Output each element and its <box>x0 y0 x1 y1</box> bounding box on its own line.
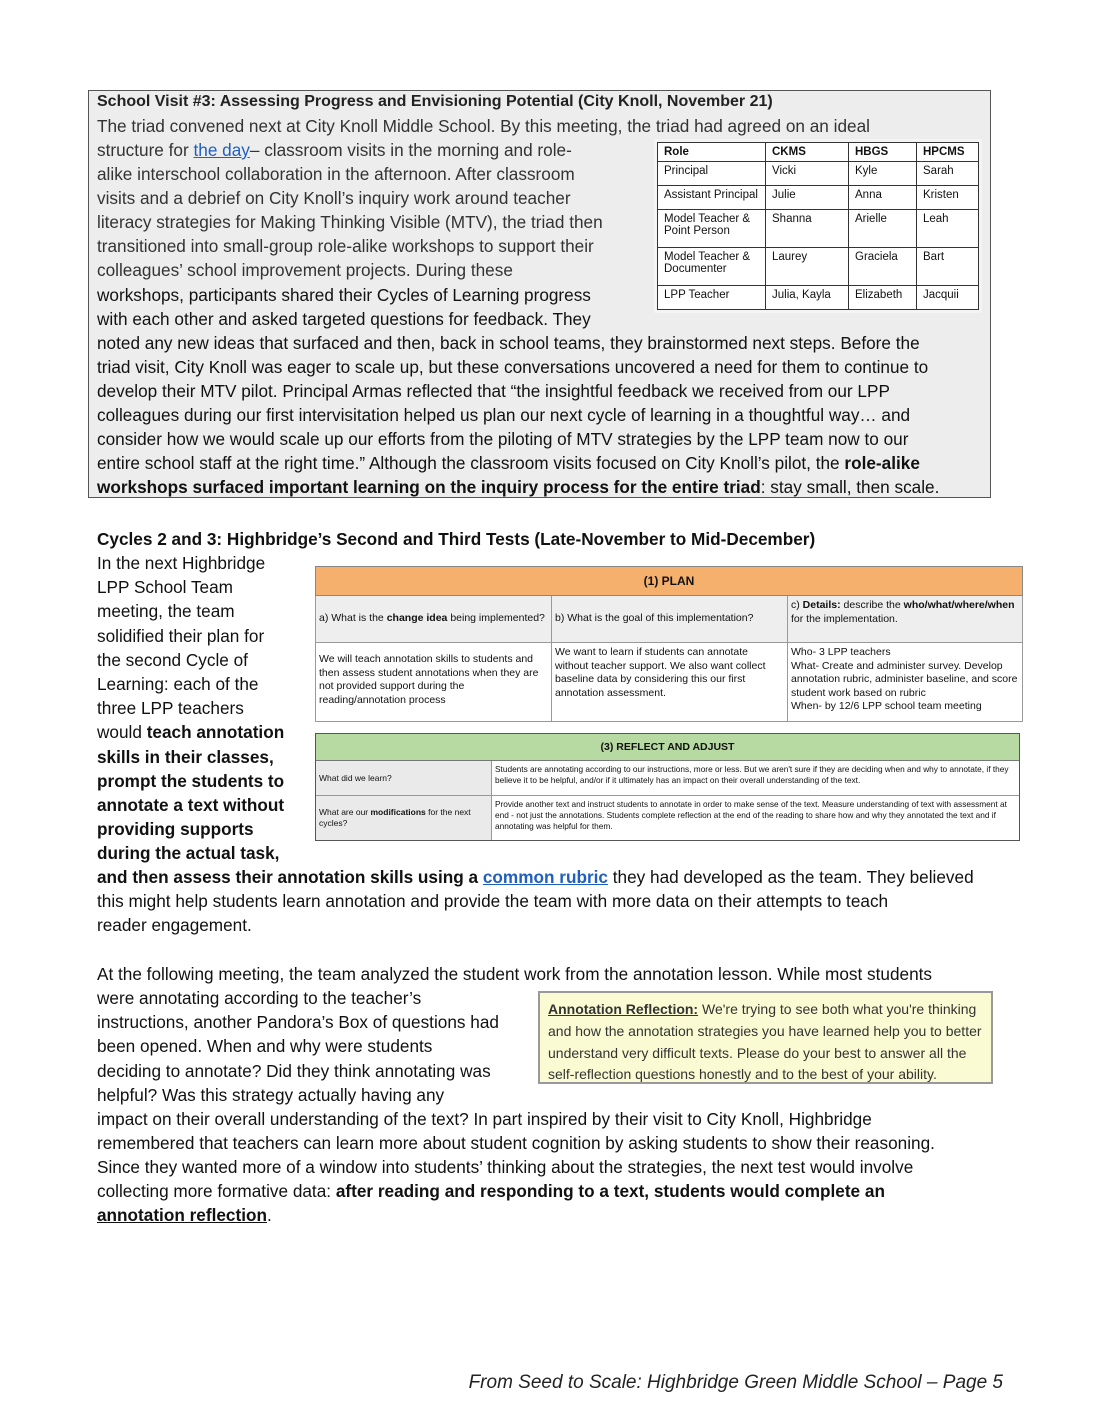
cycles-line: Learning: each of the <box>97 674 259 695</box>
visit-line: literacy strategies for Making Thinking Visible (MTV), the triad then <box>97 212 603 232</box>
following-left-column <box>97 986 537 1107</box>
following-text: . <box>266 1205 272 1225</box>
cycles-line <box>97 720 307 744</box>
plan-answer-c <box>788 643 1022 721</box>
cycles-line: LPP School Team <box>97 577 233 598</box>
visit-line: alike interschool collaboration in the afternoon. After classroom <box>97 164 575 184</box>
cycles-text: they had developed as the team. They believed <box>607 867 974 887</box>
plan-bold-text: change idea <box>386 612 448 625</box>
cycles-line: solidified their plan for <box>97 625 265 646</box>
table-cell: Graciela <box>849 248 917 286</box>
visit-text: structure for <box>97 140 194 160</box>
table-cell: Arielle <box>849 210 917 248</box>
cycles-heading: Cycles 2 and 3: Highbridge’s Second and Third Tests (Late-November to Mid-December) <box>97 529 816 549</box>
cycles-bold-line: annotate a text without <box>97 795 285 816</box>
visit-line: workshops, participants shared their Cycles of Learning progress <box>97 285 591 305</box>
following-line: helpful? Was this strategy actually having any <box>97 1084 445 1105</box>
cycles-bold-text: and then assess their annotation skills using a <box>97 867 483 887</box>
visit-line: The triad convened next at City Knoll Middle School. By this meeting, the triad had agreed on an ideal <box>97 116 870 136</box>
visit-line: visits and a debrief on City Knoll’s inquiry work around teacher <box>97 188 571 208</box>
table-cell: LPP Teacher <box>658 286 766 310</box>
visit-line <box>97 140 572 161</box>
plan-answer-row <box>315 643 1023 722</box>
cycles-line: this might help students learn annotation and provide the team with more data on their attempts to teach <box>97 891 889 911</box>
table-header-row <box>658 143 979 162</box>
plan-bold-text: who/what/where/when <box>903 599 1015 611</box>
visit-text: entire school staff at the right time.” Although the classroom visits focused on City Knoll’s pilot, the <box>97 453 845 473</box>
following-line <box>97 1179 885 1203</box>
annotation-title: Annotation Reflection: <box>548 1001 699 1017</box>
table-cell: Laurey <box>766 248 849 286</box>
visit-text: : stay small, then scale. <box>760 477 940 497</box>
visit-line: consider how we would scale up our efforts from the piloting of MTV strategies by the LPP team now to our <box>97 429 909 449</box>
table-row <box>658 186 979 210</box>
following-line: deciding to annotate? Did they think annotating was <box>97 1060 491 1081</box>
cycles-continuation <box>97 865 974 889</box>
visit-line: transitioned into small-group role-alike workshops to support their <box>97 236 594 256</box>
table-cell: Sarah <box>917 162 979 186</box>
table-row <box>658 210 979 248</box>
visit-line: with each other and asked targeted questions for feedback. They <box>97 309 591 329</box>
following-line: remembered that teachers can learn more about student cognition by asking students to show their reasoning. <box>97 1133 935 1153</box>
plan-bold-text: Details: <box>802 599 841 611</box>
visit-text: – classroom visits in the morning and role- <box>249 140 572 160</box>
plan-text: What- Create and administer survey. Develop annotation rubric, administer baseline, and score student work based on rubric <box>791 659 1018 699</box>
visit-line: triad visit, City Knoll was eager to scale up, but these conversations uncovered a need for them to continue to <box>97 357 929 377</box>
cycles-line: the second Cycle of <box>97 649 248 670</box>
reflect-bold-text: modifications <box>370 807 426 817</box>
plan-question-row <box>315 596 1023 643</box>
cycles-bold-line: skills in their classes, <box>97 746 274 767</box>
visit-line: colleagues during our first intervisitation helped us plan our next cycle of learning in a thoughtful way… and <box>97 405 911 425</box>
table-cell: Shanna <box>766 210 849 248</box>
roles-table <box>657 142 979 310</box>
table-header: CKMS <box>766 143 849 162</box>
cycles-bold-line: prompt the students to <box>97 770 285 791</box>
table-cell: Assistant Principal <box>658 186 766 210</box>
visit-heading: School Visit #3: Assessing Progress and Envisioning Potential (City Knoll, November 21) <box>97 93 773 110</box>
table-cell: Jacquii <box>917 286 979 310</box>
cycles-text: would <box>97 722 147 743</box>
visit-bold-text: role-alike <box>844 453 920 473</box>
following-line <box>97 1203 272 1227</box>
plan-text: c) <box>791 599 803 611</box>
reflect-title: (3) REFLECT AND ADJUST <box>316 734 1019 761</box>
following-line: Since they wanted more of a window into students’ thinking about the strategies, the next test would involve <box>97 1157 914 1177</box>
visit-bold-text: workshops surfaced important learning on the inquiry process for the entire triad <box>97 477 761 497</box>
cycles-line: meeting, the team <box>97 601 235 622</box>
following-line: instructions, another Pandora’s Box of questions had <box>97 1012 499 1033</box>
following-bold-text: after reading and responding to a text, students would complete an <box>335 1181 885 1201</box>
table-cell: Model Teacher & Documenter <box>658 248 766 286</box>
reflect-row <box>316 796 1019 840</box>
table-cell: Principal <box>658 162 766 186</box>
plan-answer-a: We will teach annotation skills to students and then assess student annotations when they are not provided support during the reading/annotation process <box>316 643 552 721</box>
table-cell: Julia, Kayla <box>766 286 849 310</box>
cycles-line: In the next Highbridge <box>97 553 266 573</box>
visit-line <box>97 453 920 474</box>
visit-line: noted any new ideas that surfaced and then, back in school teams, they brainstormed next steps. Before the <box>97 333 920 353</box>
plan-text: for the implementation. <box>791 612 898 625</box>
cycles-left-column <box>97 551 307 866</box>
following-bold-text: annotation reflection <box>97 1205 267 1225</box>
table-cell: Kristen <box>917 186 979 210</box>
reflect-text: What are our <box>319 807 371 817</box>
cycles-bold-text: teach annotation <box>146 722 285 743</box>
table-cell: Bart <box>917 248 979 286</box>
reflect-answer: Students are annotating according to our instructions, more or less. But we aren't sure if they are deciding when and why to annotate, if they believe it to be helpful, and/or if it ultimately has an impact on their overall understanding of the text. <box>495 764 1009 785</box>
following-text: collecting more formative data: <box>97 1181 336 1201</box>
plan-question-b: b) What is the goal of this implementation? <box>552 596 788 642</box>
plan-text: being implemented? <box>447 612 545 625</box>
table-row <box>658 248 979 286</box>
reflect-row <box>316 761 1019 796</box>
plan-text: a) What is the <box>319 612 387 625</box>
cycles-bold-line: during the actual task, <box>97 843 280 864</box>
annotation-reflection-box <box>538 991 993 1084</box>
table-cell: Julie <box>766 186 849 210</box>
table-cell: Kyle <box>849 162 917 186</box>
reflect-text: for the next cycles? <box>319 807 471 828</box>
table-cell: Model Teacher & Point Person <box>658 210 766 248</box>
plan-text: describe the <box>840 599 904 611</box>
following-line: been opened. When and why were students <box>97 1036 433 1057</box>
annotation-text: We're trying to see both what you're thinking and how the annotation strategies you have learned help you to better understand very difficult texts. Please do your best to answer all the self-reflection questions honestly and to the best of your ability. <box>548 1001 982 1083</box>
plan-text: When- by 12/6 LPP school team meeting <box>791 700 982 712</box>
table-cell: Vicki <box>766 162 849 186</box>
page-footer: From Seed to Scale: Highbridge Green Middle School – Page 5 <box>468 1372 1003 1393</box>
table-cell: Leah <box>917 210 979 248</box>
plan-question-c <box>788 596 1022 642</box>
plan-answer-b: We want to learn if students can annotate without teacher support. We also want collect baseline data by considering this our first annotation assessment. <box>552 643 788 721</box>
the-day-link[interactable]: the day <box>193 140 250 160</box>
common-rubric-link[interactable]: common rubric <box>482 867 608 887</box>
reflect-table <box>315 733 1020 841</box>
table-header: Role <box>658 143 766 162</box>
table-header: HBGS <box>849 143 917 162</box>
plan-title: (1) PLAN <box>315 566 1023 596</box>
table-row <box>658 162 979 186</box>
cycles-bold-line: providing supports <box>97 819 254 840</box>
following-line: impact on their overall understanding of the text? In part inspired by their visit to City Knoll, Highbridge <box>97 1109 872 1129</box>
reflect-question <box>316 796 492 840</box>
visit-line: colleagues’ school improvement projects. During these <box>97 260 513 280</box>
plan-question-a <box>316 596 552 642</box>
plan-table <box>315 566 1023 722</box>
visit-line <box>97 477 939 498</box>
table-row <box>658 286 979 310</box>
following-line: were annotating according to the teacher’s <box>97 988 422 1008</box>
cycles-line: reader engagement. <box>97 915 252 935</box>
visit-line: develop their MTV pilot. Principal Armas reflected that “the insightful feedback we received from our LPP <box>97 381 890 401</box>
table-header: HPCMS <box>917 143 979 162</box>
reflect-question: What did we learn? <box>316 761 492 795</box>
following-line: At the following meeting, the team analyzed the student work from the annotation lesson. While most students <box>97 964 933 984</box>
plan-text: Who- 3 LPP teachers <box>791 646 891 658</box>
table-cell: Elizabeth <box>849 286 917 310</box>
cycles-line: three LPP teachers <box>97 698 244 719</box>
table-cell: Anna <box>849 186 917 210</box>
reflect-answer: Provide another text and instruct students to annotate in order to make sense of the text. Measure understanding of text with assessment at end - not just the annotations. Students complete reflection at the end of the reading to share how and why they annotated the text and if annotating was helpful for them. <box>495 799 1007 831</box>
